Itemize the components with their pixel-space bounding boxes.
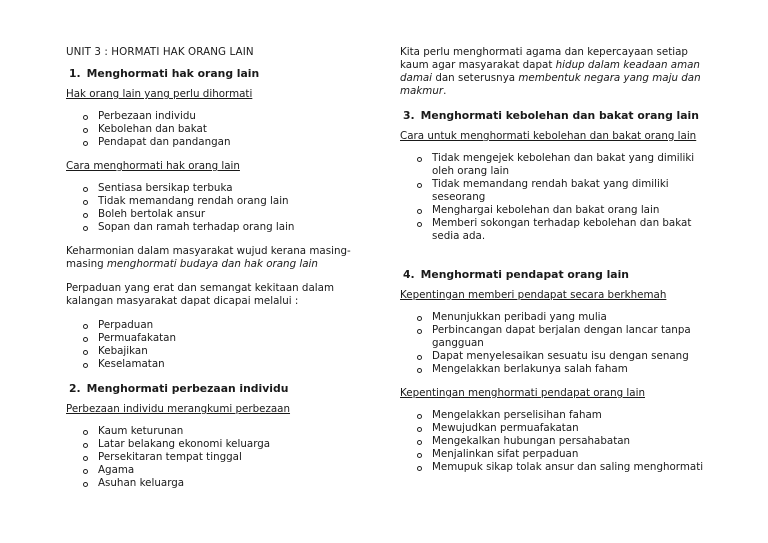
section-4-title: Menghormati pendapat orang lain	[420, 268, 629, 281]
paragraph-italic-text: hidup dalam keadaan aman damai	[400, 59, 700, 84]
intro-paragraph	[400, 46, 705, 98]
list-item: Kebajikan	[82, 345, 366, 358]
paragraph-italic-text: membentuk negara yang maju dan makmur	[400, 72, 701, 97]
unity-list	[66, 319, 366, 371]
rights-list	[66, 110, 366, 149]
list-item: Perbincangan dapat berjalan dengan lancar tanpa gangguan	[416, 324, 705, 350]
section-1-title: Menghormati hak orang lain	[86, 67, 260, 80]
paragraph-italic-text: menghormati budaya dan hak orang lain	[106, 258, 318, 270]
list-item: Kaum keturunan	[82, 425, 366, 438]
talent-list	[400, 152, 705, 243]
section-1-subheading-ways: Cara menghormati hak orang lain	[66, 160, 240, 172]
paragraph-text: dan seterusnya	[432, 72, 519, 84]
list-item: Perpaduan	[82, 319, 366, 332]
unity-paragraph: Perpaduan yang erat dan semangat kekitaan dalam kalangan masyarakat dapat dicapai melalui :	[66, 282, 334, 307]
ways-list	[66, 182, 366, 234]
respect-list	[400, 409, 705, 474]
list-item: Kebolehan dan bakat	[82, 123, 366, 136]
section-3-subheading: Cara untuk menghormati kebolehan dan bakat orang lain	[400, 130, 697, 142]
right-column	[400, 46, 705, 485]
paragraph-text: Keharmonian dalam masyarakat wujud kerana masing-masing	[66, 245, 351, 270]
list-item: Mewujudkan permuafakatan	[416, 422, 705, 435]
section-3-title: Menghormati kebolehan dan bakat orang lain	[420, 109, 699, 122]
list-item: Tidak memandang rendah orang lain	[82, 195, 366, 208]
harmony-paragraph	[66, 245, 366, 271]
section-2-number: 2.	[69, 382, 81, 395]
list-item: Menjalinkan sifat perpaduan	[416, 448, 705, 461]
opinion-list	[400, 311, 705, 376]
list-item: Memupuk sikap tolak ansur dan saling menghormati	[416, 461, 705, 474]
list-item: Tidak mengejek kebolehan dan bakat yang dimiliki oleh orang lain	[416, 152, 705, 178]
spacer	[400, 254, 705, 268]
list-item: Mengelakkan perselisihan faham	[416, 409, 705, 422]
section-2-subheading: Perbezaan individu merangkumi perbezaan	[66, 403, 291, 415]
list-item: Latar belakang ekonomi keluarga	[82, 438, 366, 451]
section-4-subheading-opinion: Kepentingan memberi pendapat secara berkhemah	[400, 289, 667, 301]
list-item: Menghargai kebolehan dan bakat orang lain	[416, 204, 705, 217]
list-item: Asuhan keluarga	[82, 477, 366, 490]
section-1-heading	[69, 67, 366, 80]
paragraph-text: Kita perlu menghormati agama dan kepercayaan setiap kaum agar masyarakat dapat	[400, 46, 688, 71]
list-item: Sopan dan ramah terhadap orang lain	[82, 221, 366, 234]
unit-title: UNIT 3 : HORMATI HAK ORANG LAIN	[66, 46, 254, 58]
list-item: Pendapat dan pandangan	[82, 136, 366, 149]
list-item: Perbezaan individu	[82, 110, 366, 123]
list-item: Sentiasa bersikap terbuka	[82, 182, 366, 195]
list-item: Boleh bertolak ansur	[82, 208, 366, 221]
section-1-number: 1.	[69, 67, 81, 80]
list-item: Tidak memandang rendah bakat yang dimiliki seseorang	[416, 178, 705, 204]
differences-list	[66, 425, 366, 490]
list-item: Permuafakatan	[82, 332, 366, 345]
section-3-heading	[403, 109, 705, 122]
section-4-subheading-respect: Kepentingan menghormati pendapat orang lain	[400, 387, 645, 399]
section-1-subheading-rights: Hak orang lain yang perlu dihormati	[66, 88, 253, 100]
list-item: Dapat menyelesaikan sesuatu isu dengan senang	[416, 350, 705, 363]
list-item: Mengekalkan hubungan persahabatan	[416, 435, 705, 448]
list-item: Keselamatan	[82, 358, 366, 371]
list-item: Memberi sokongan terhadap kebolehan dan bakat sedia ada.	[416, 217, 705, 243]
list-item: Menunjukkan peribadi yang mulia	[416, 311, 705, 324]
section-3-number: 3.	[403, 109, 415, 122]
list-item: Agama	[82, 464, 366, 477]
paragraph-text: .	[443, 85, 447, 97]
section-2-title: Menghormati perbezaan individu	[86, 382, 289, 395]
section-2-heading	[69, 382, 366, 395]
list-item: Mengelakkan berlakunya salah faham	[416, 363, 705, 376]
section-4-heading	[403, 268, 705, 281]
left-column	[66, 46, 366, 501]
section-4-number: 4.	[403, 268, 415, 281]
list-item: Persekitaran tempat tinggal	[82, 451, 366, 464]
